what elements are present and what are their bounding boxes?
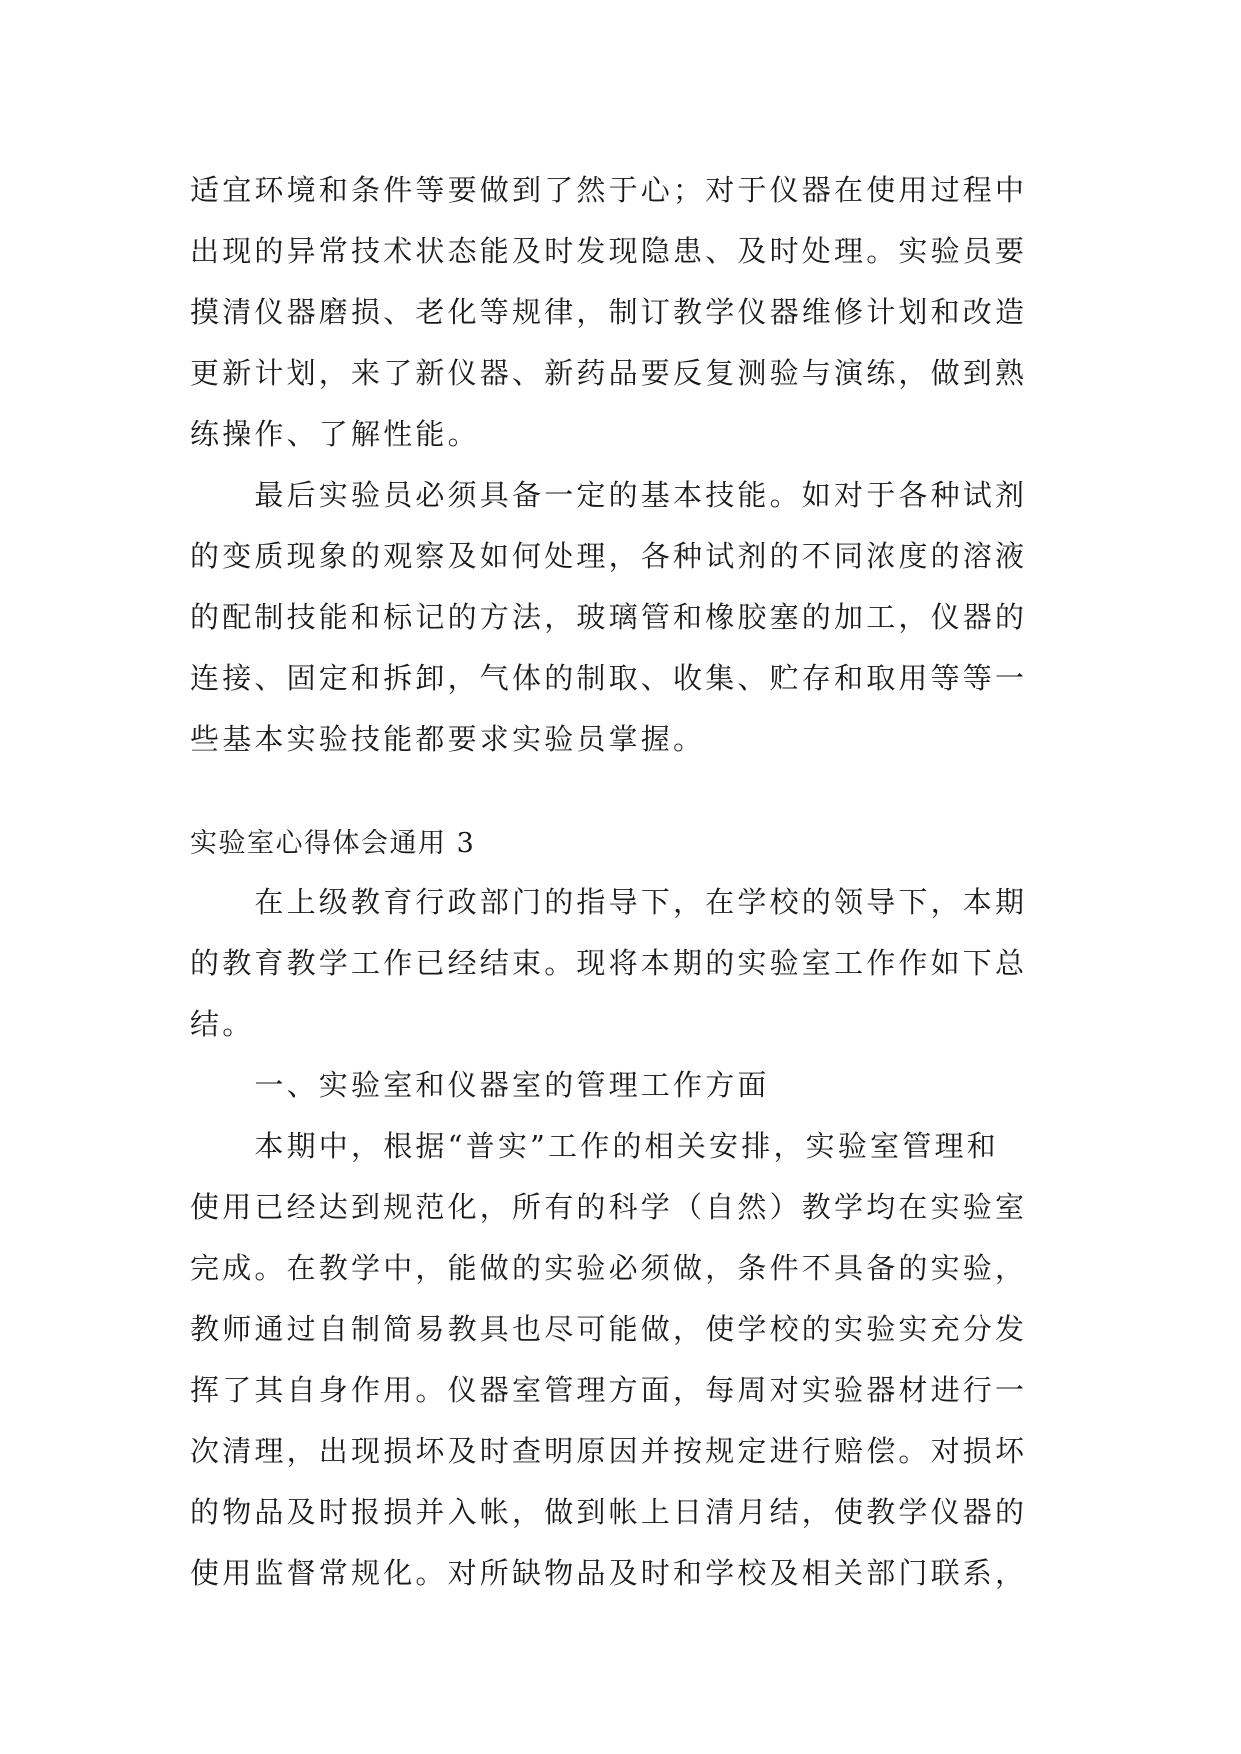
text-line: 挥了其自身作用。仪器室管理方面，每周对实验器材进行一	[190, 1373, 1028, 1407]
text-line: 使用监督常规化。对所缺物品及时和学校及相关部门联系，	[190, 1556, 1028, 1590]
text-line: 结。	[190, 1007, 255, 1041]
text-line: 使用已经达到规范化，所有的科学（自然）教学均在实验室	[190, 1190, 1028, 1224]
text-line: 摸清仪器磨损、老化等规律，制订教学仪器维修计划和改造	[190, 295, 1028, 329]
text-line: 的变质现象的观察及如何处理，各种试剂的不同浓度的溶液	[190, 539, 1028, 573]
paragraph-3	[190, 872, 1052, 1055]
text-line: 出现的异常技术状态能及时发现隐患、及时处理。实验员要	[190, 234, 1028, 268]
text-line: 次清理，出现损坏及时查明原因并按规定进行赔偿。对损坏	[190, 1434, 1028, 1468]
paragraph-1	[190, 160, 1052, 465]
text-line: 的物品及时报损并入帐，做到帐上日清月结，使教学仪器的	[190, 1495, 1028, 1529]
paragraph-4	[190, 1116, 1052, 1604]
paragraph-2	[190, 465, 1052, 770]
section-title: 实验室心得体会通用 3	[190, 828, 476, 859]
text-line: 完成。在教学中，能做的实验必须做，条件不具备的实验，	[190, 1251, 1028, 1285]
text-line: 些基本实验技能都要求实验员掌握。	[190, 722, 706, 756]
text-line: 适宜环境和条件等要做到了然于心；对于仪器在使用过程中	[190, 173, 1028, 207]
text-line: 本期中，根据“普实”工作的相关安排，实验室管理和	[190, 1129, 999, 1163]
subheading: 一、实验室和仪器室的管理工作方面	[190, 1068, 770, 1102]
text-line: 的配制技能和标记的方法，玻璃管和橡胶塞的加工，仪器的	[190, 600, 1028, 634]
text-line: 最后实验员必须具备一定的基本技能。如对于各种试剂	[190, 478, 1028, 512]
text-line: 在上级教育行政部门的指导下，在学校的领导下，本期	[190, 885, 1028, 919]
document-page	[190, 160, 1052, 1604]
text-line: 连接、固定和拆卸，气体的制取、收集、贮存和取用等等一	[190, 661, 1028, 695]
text-line: 更新计划，来了新仪器、新药品要反复测验与演练，做到熟	[190, 356, 1028, 390]
text-line: 教师通过自制简易教具也尽可能做，使学校的实验实充分发	[190, 1312, 1028, 1346]
text-line: 的教育教学工作已经结束。现将本期的实验室工作作如下总	[190, 946, 1028, 980]
text-line: 练操作、了解性能。	[190, 417, 480, 451]
